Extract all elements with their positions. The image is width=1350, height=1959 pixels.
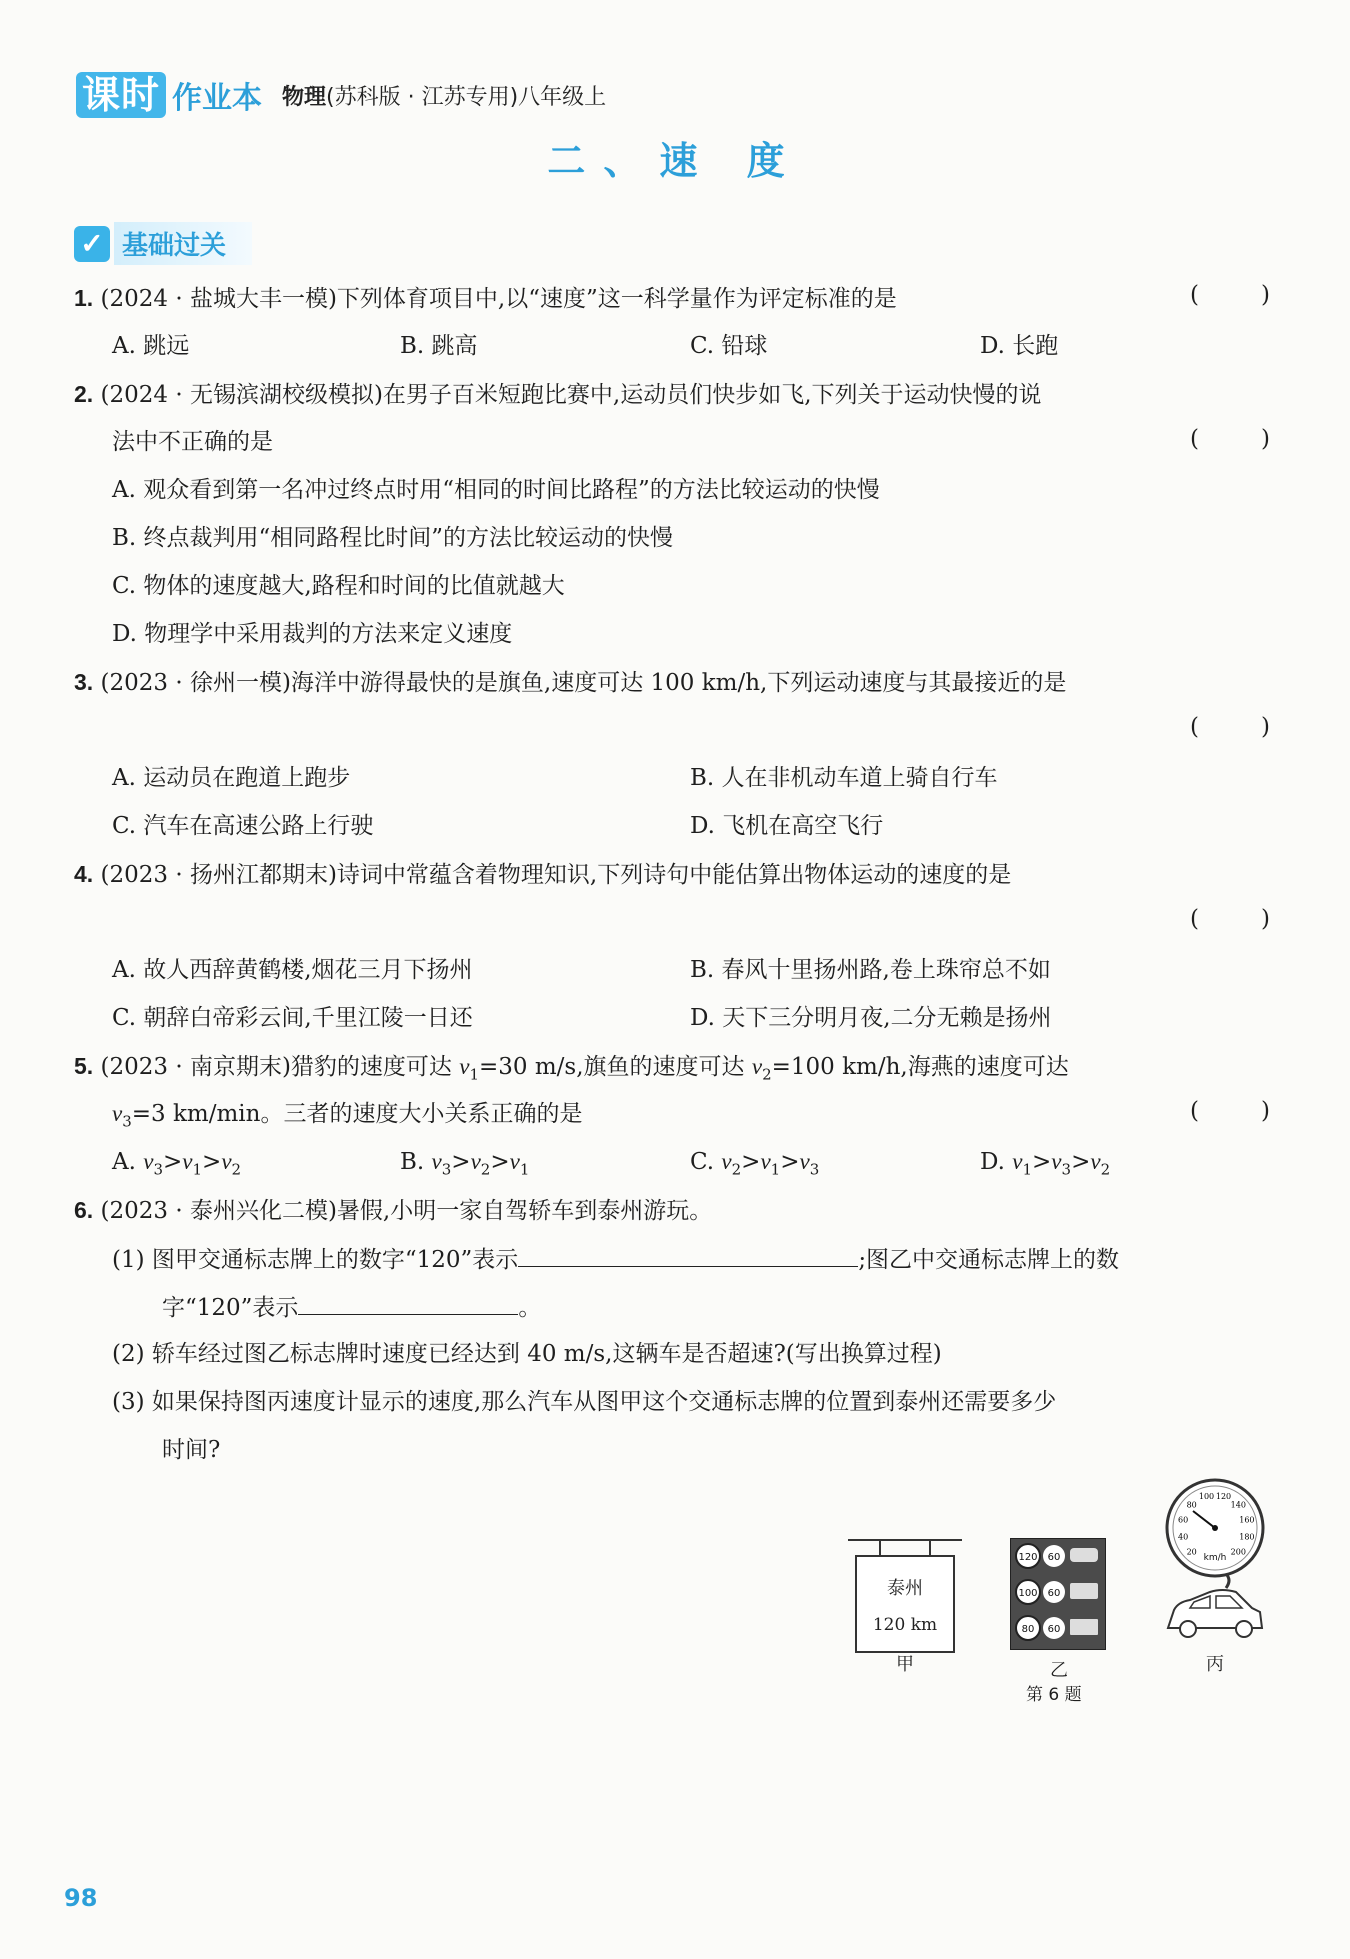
header-subject: 物理(苏科版 · 江苏专用)八年级上 — [282, 84, 607, 110]
gauge-tick-200: 200 — [1230, 1547, 1246, 1557]
q2-option-c: C. 物体的速度越大,路程和时间的比值就越大 — [112, 573, 565, 599]
book-header — [76, 72, 606, 118]
figure-bing-speedometer-car — [1160, 1476, 1270, 1658]
q6-part-3: (3) 如果保持图丙速度计显示的速度,那么汽车从图甲这个交通标志牌的位置到泰州还需要多少 — [112, 1389, 1057, 1415]
question-5-stem-cont: $v_3=3$ km/min。三者的速度大小关系正确的是 — [112, 1101, 583, 1131]
limit-truck-max: 80 — [1021, 1624, 1035, 1635]
figure-yi-speed-limit-board — [1010, 1538, 1106, 1650]
q5-option-d: D. $v_1>v_3>v_2$ — [980, 1149, 1111, 1179]
limit-car-max: 120 — [1018, 1552, 1038, 1563]
q1-option-a: A. 跳远 — [112, 333, 190, 359]
caption-bing: 丙 — [1206, 1654, 1224, 1675]
page-number: 98 — [64, 1884, 98, 1912]
q5-option-a: A. $v_3>v_1>v_2$ — [112, 1149, 242, 1179]
question-3-stem: 3. (2023 · 徐州一模)海洋中游得最快的是旗鱼,速度可达 100 km/h,下列运动速度与其最接近的是 — [74, 669, 1067, 696]
question-1-stem: 1. (2024 · 盐城大丰一模)下列体育项目中,以“速度”这一科学量作为评定标准的是 — [74, 285, 897, 312]
q1-option-d: D. 长跑 — [980, 333, 1059, 359]
q4-option-d: D. 天下三分明月夜,二分无赖是扬州 — [690, 1005, 1052, 1031]
q6-part-3-cont: 时间? — [162, 1437, 221, 1463]
gauge-tick-140: 140 — [1230, 1500, 1246, 1510]
q4-option-b: B. 春风十里扬州路,卷上珠帘总不如 — [690, 957, 1051, 983]
gauge-unit: km/h — [1203, 1553, 1227, 1563]
question-5-stem: 5. (2023 · 南京期末)猎豹的速度可达 $v_1=30$ m/s,旗鱼的速度可达 $v_2=100$ km/h,海燕的速度可达 — [74, 1053, 1069, 1084]
q6-answer-blank-2[interactable] — [298, 1290, 518, 1315]
gauge-tick-60: 60 — [1178, 1515, 1189, 1525]
q6-part-2: (2) 轿车经过图乙标志牌时速度已经达到 40 m/s,这辆车是否超速?(写出换算过程) — [112, 1341, 942, 1367]
gauge-tick-20: 20 — [1186, 1547, 1197, 1557]
figure-jia-road-sign — [846, 1536, 966, 1656]
limit-bus-max: 100 — [1018, 1588, 1038, 1599]
q3-option-c: C. 汽车在高速公路上行驶 — [112, 813, 374, 839]
answer-bracket-1: ( ) — [1190, 282, 1270, 308]
q4-option-a: A. 故人西辞黄鹤楼,烟花三月下扬州 — [112, 957, 473, 983]
limit-bus-min: 60 — [1047, 1588, 1061, 1599]
section-heading — [74, 222, 252, 265]
q1-option-c: C. 铅球 — [690, 333, 768, 359]
logo-zuoyeben: 作业本 — [172, 81, 263, 116]
question-2-stem: 2. (2024 · 无锡滨湖校级模拟)在男子百米短跑比赛中,运动员们快步如飞,下列关于运动快慢的说 — [74, 381, 1042, 408]
answer-bracket-4: ( ) — [1190, 906, 1270, 932]
figure-caption: 第 6 题 — [1026, 1685, 1082, 1705]
q3-option-d: D. 飞机在高空飞行 — [690, 813, 884, 839]
q6-part-1-cont: 字“120”表示 。 — [162, 1290, 541, 1324]
q2-option-d: D. 物理学中采用裁判的方法来定义速度 — [112, 621, 513, 647]
gauge-tick-180: 180 — [1239, 1532, 1255, 1542]
sign-city-label: 泰州 — [887, 1578, 923, 1599]
q4-option-c: C. 朝辞白帝彩云间,千里江陵一日还 — [112, 1005, 473, 1031]
q2-option-a: A. 观众看到第一名冲过终点时用“相同的时间比路程”的方法比较运动的快慢 — [112, 477, 880, 503]
answer-bracket-5: ( ) — [1190, 1098, 1270, 1124]
checkbox-icon: ✓ — [74, 226, 110, 262]
q6-part-1: (1) 图甲交通标志牌上的数字“120”表示 ;图乙中交通标志牌上的数 — [112, 1242, 1119, 1276]
gauge-tick-100: 100 — [1198, 1492, 1215, 1502]
q2-option-b: B. 终点裁判用“相同路程比时间”的方法比较运动的快慢 — [112, 525, 674, 551]
gauge-tick-160: 160 — [1239, 1515, 1255, 1525]
caption-jia: 甲 — [896, 1654, 914, 1675]
question-4-stem: 4. (2023 · 扬州江都期末)诗词中常蕴含着物理知识,下列诗句中能估算出物体运动的速度的是 — [74, 861, 1012, 888]
section-label: 基础过关 — [114, 222, 252, 265]
gauge-tick-40: 40 — [1178, 1532, 1189, 1542]
caption-yi: 乙 — [1050, 1660, 1068, 1681]
gauge-tick-120: 120 — [1215, 1492, 1232, 1502]
limit-car-min: 60 — [1047, 1552, 1061, 1563]
limit-truck-min: 60 — [1047, 1624, 1061, 1635]
q3-option-b: B. 人在非机动车道上骑自行车 — [690, 765, 998, 791]
gauge-tick-80: 80 — [1186, 1500, 1197, 1510]
question-2-stem-cont: 法中不正确的是 — [112, 429, 273, 455]
answer-bracket-3: ( ) — [1190, 714, 1270, 740]
q5-option-b: B. $v_3>v_2>v_1$ — [400, 1149, 530, 1179]
sign-distance-label: 120 km — [872, 1615, 938, 1635]
page-title: 二、速 度 — [547, 139, 803, 183]
q5-option-c: C. $v_2>v_1>v_3$ — [690, 1149, 820, 1179]
answer-bracket-2: ( ) — [1190, 426, 1270, 452]
q6-answer-blank-1[interactable] — [518, 1242, 858, 1267]
q3-option-a: A. 运动员在跑道上跑步 — [112, 765, 351, 791]
q1-option-b: B. 跳高 — [400, 333, 478, 359]
question-6-stem: 6. (2023 · 泰州兴化二模)暑假,小明一家自驾轿车到泰州游玩。 — [74, 1197, 713, 1224]
logo-keshi: 课时 — [76, 72, 166, 118]
